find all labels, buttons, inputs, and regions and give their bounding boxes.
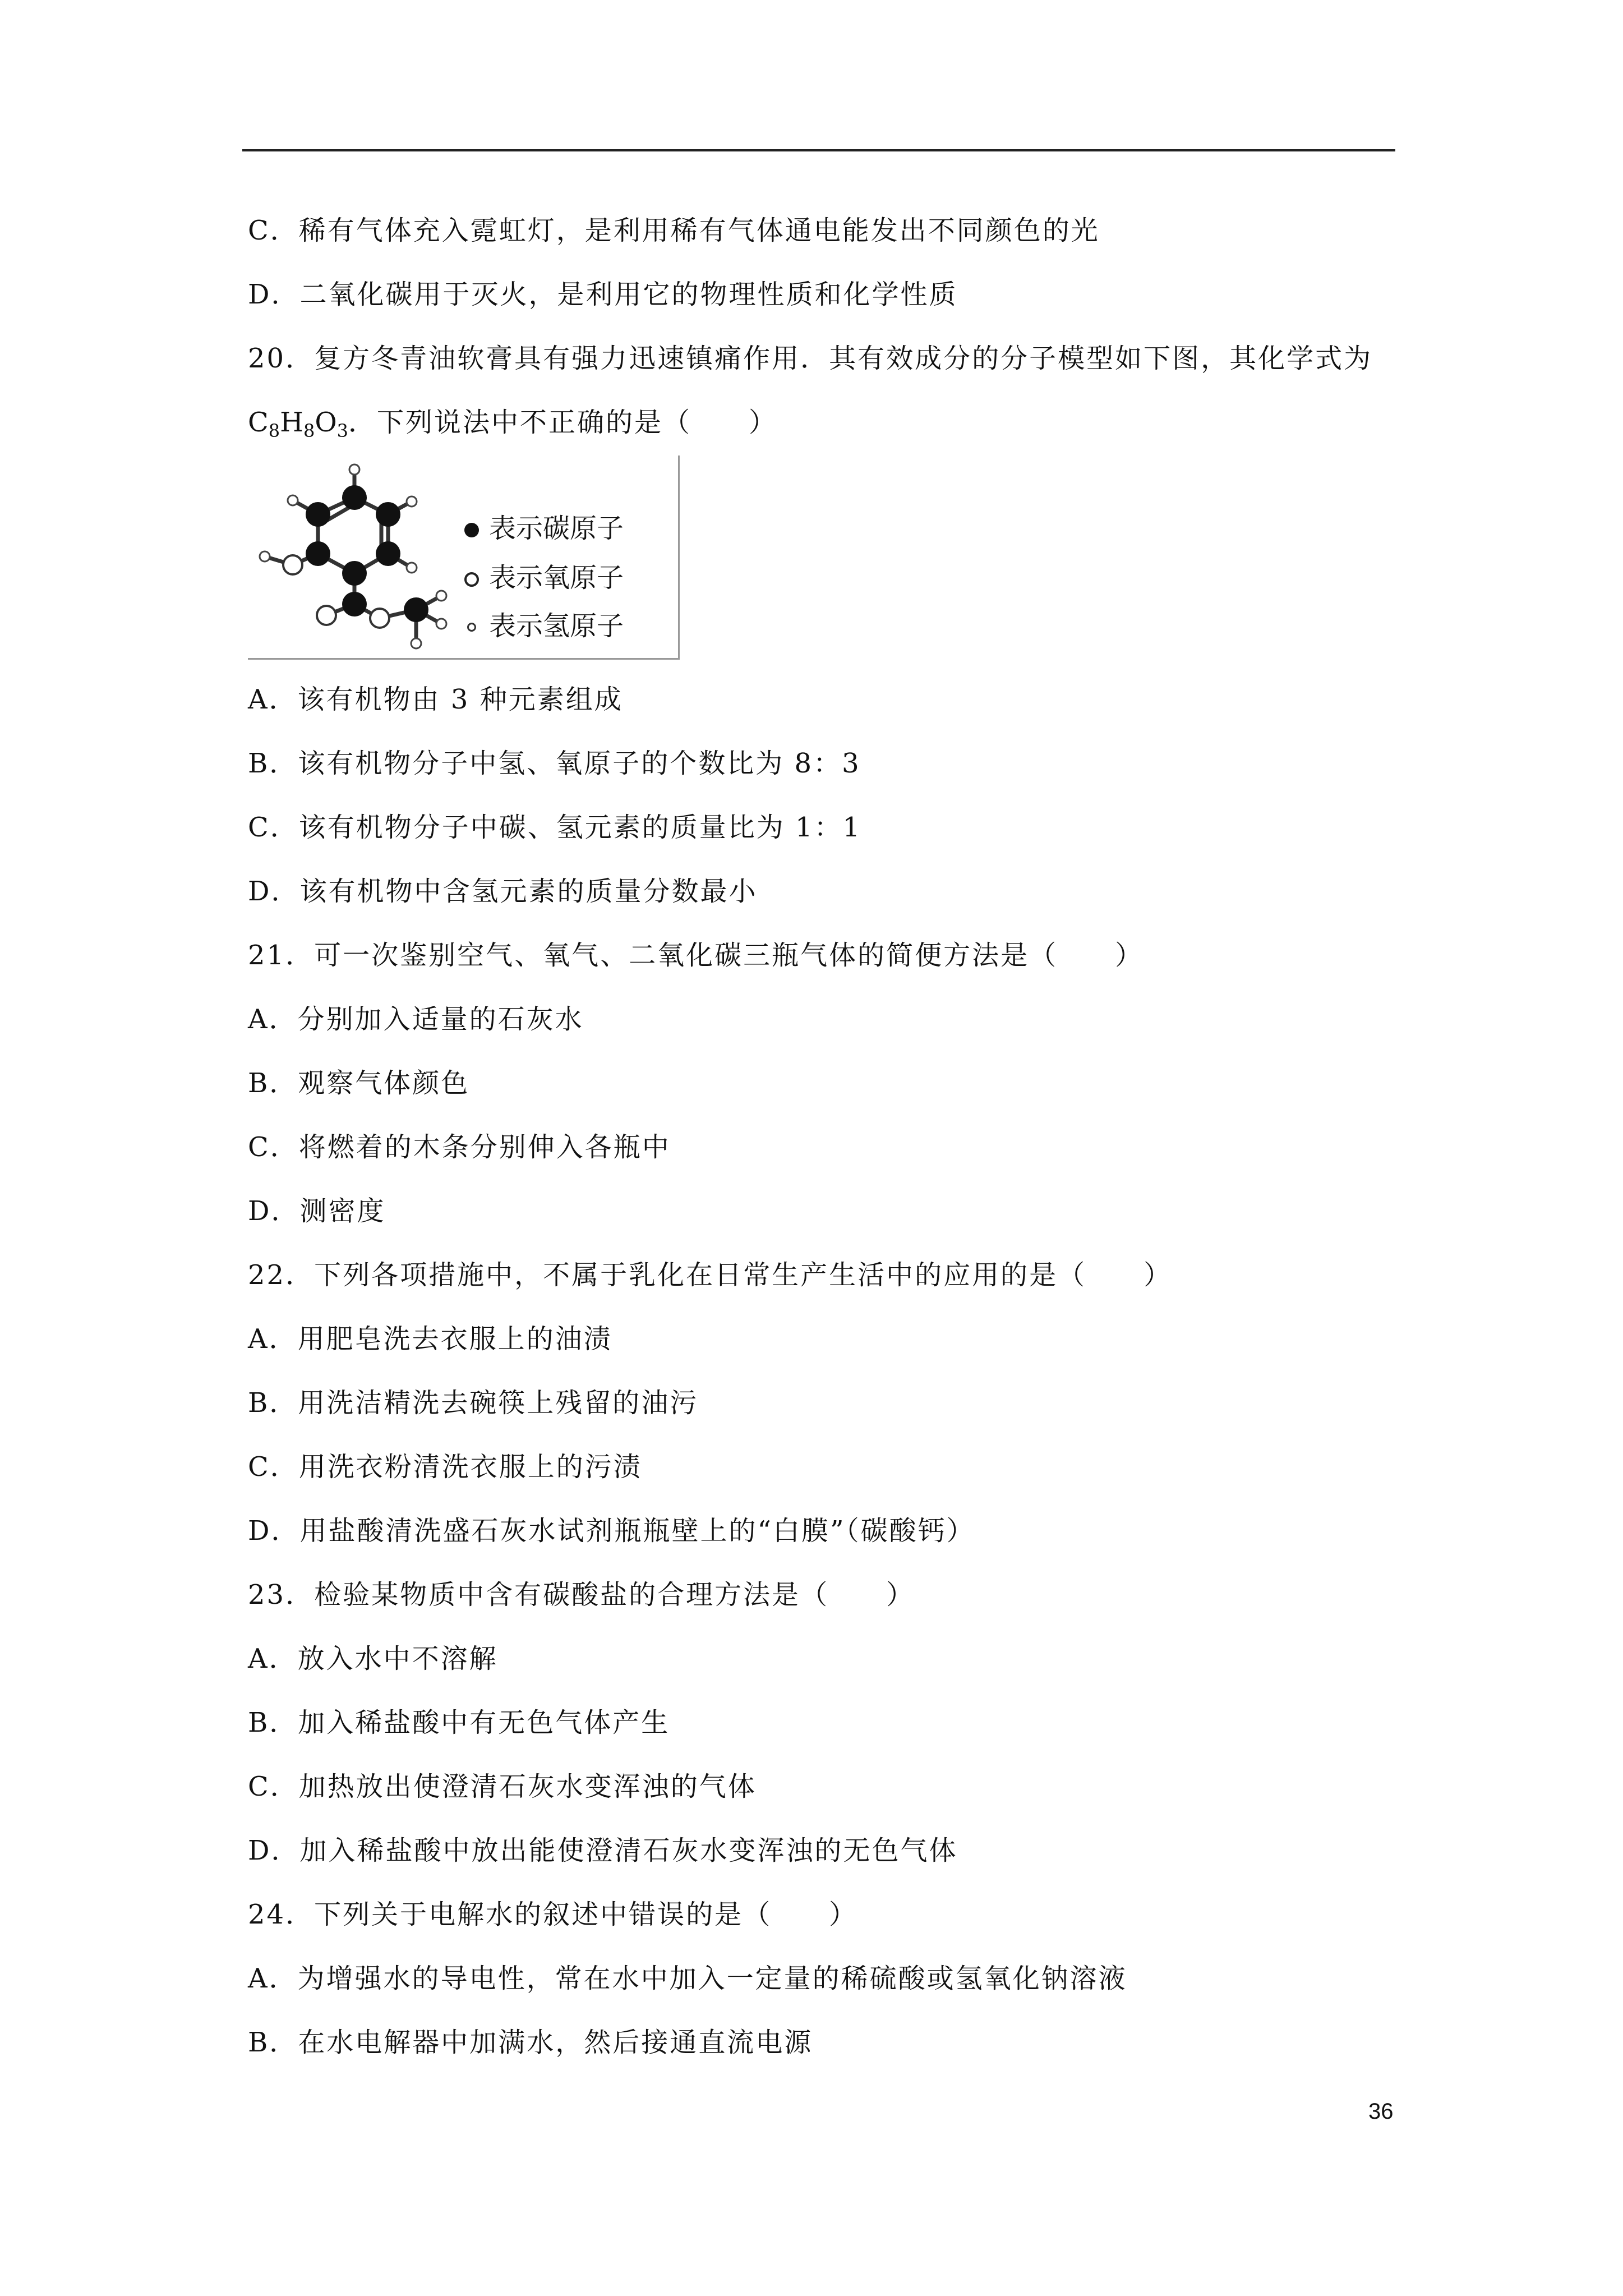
question-20-stem: 20．复方冬青油软膏具有强力迅速镇痛作用．其有效成分的分子模型如下图，其化学式为 <box>248 343 1373 374</box>
q23-option-b: B．加入稀盐酸中有无色气体产生 <box>248 1707 670 1738</box>
legend-oxygen: 表示氧原子 <box>489 562 624 593</box>
hydrogen-dot-icon <box>467 623 476 632</box>
q23-option-c: C．加热放出使澄清石灰水变浑浊的气体 <box>248 1771 757 1802</box>
q20-option-b: B．该有机物分子中氢、氧原子的个数比为 8：3 <box>248 748 861 779</box>
legend-carbon: 表示碳原子 <box>489 513 624 544</box>
q22-option-d: D．用盐酸清洗盛石灰水试剂瓶瓶壁上的“白膜”（碳酸钙） <box>248 1515 975 1547</box>
question-23-stem: 23．检验某物质中含有碳酸盐的合理方法是（ ） <box>248 1579 915 1611</box>
option-d-prev: D．二氧化碳用于灭火，是利用它的物理性质和化学性质 <box>248 279 958 310</box>
q21-option-b: B．观察气体颜色 <box>248 1068 470 1099</box>
q20-option-d: D．该有机物中含氢元素的质量分数最小 <box>248 876 758 907</box>
q22-option-c: C．用洗衣粉清洗衣服上的污渍 <box>248 1451 642 1483</box>
carbon-dot-icon <box>464 523 479 537</box>
q21-option-d: D．测密度 <box>248 1195 386 1227</box>
q24-option-a: A．为增强水的导电性，常在水中加入一定量的稀硫酸或氢氧化钠溶液 <box>248 1963 1127 1994</box>
legend-hydrogen: 表示氢原子 <box>489 610 624 642</box>
question-24-stem: 24．下列关于电解水的叙述中错误的是（ ） <box>248 1899 858 1930</box>
question-21-stem: 21．可一次鉴别空气、氧气、二氧化碳三瓶气体的简便方法是（ ） <box>248 940 1144 971</box>
q24-option-b: B．在水电解器中加满水，然后接通直流电源 <box>248 2027 813 2058</box>
header-rule <box>242 149 1395 151</box>
page-number: 36 <box>1368 2099 1394 2124</box>
question-20-stem-cont: $C_8H_8O_3$．下列说法中不正确的是（ ） <box>248 407 778 441</box>
q21-option-c: C．将燃着的木条分别伸入各瓶中 <box>248 1131 671 1163</box>
q21-option-a: A．分别加入适量的石灰水 <box>248 1004 584 1035</box>
q20-option-c: C．该有机物分子中碳、氢元素的质量比为 1：1 <box>248 812 862 843</box>
molecule-model-figure <box>248 455 680 660</box>
chemical-formula: $C_8H_8O_3$ <box>248 407 349 441</box>
oxygen-dot-icon <box>464 572 479 587</box>
question-22-stem: 22．下列各项措施中，不属于乳化在日常生产生活中的应用的是（ ） <box>248 1259 1173 1291</box>
q23-option-a: A．放入水中不溶解 <box>248 1643 498 1674</box>
q22-option-b: B．用洗洁精洗去碗筷上残留的油污 <box>248 1387 699 1419</box>
q23-option-d: D．加入稀盐酸中放出能使澄清石灰水变浑浊的无色气体 <box>248 1835 958 1866</box>
q22-option-a: A．用肥皂洗去衣服上的油渍 <box>248 1323 612 1355</box>
option-c-prev: C．稀有气体充入霓虹灯，是利用稀有气体通电能发出不同颜色的光 <box>248 215 1100 246</box>
q20-option-a: A．该有机物由 3 种元素组成 <box>248 684 623 715</box>
